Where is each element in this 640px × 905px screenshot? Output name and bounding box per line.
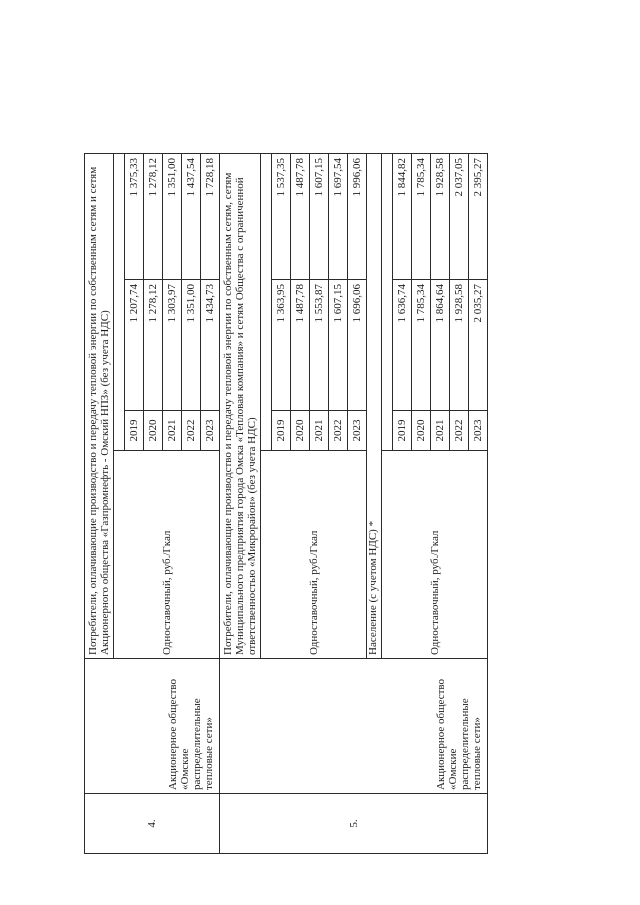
- rate-type: Одноставочный, руб./Гкал: [261, 451, 367, 659]
- tariff-first-half: 1 928,58: [450, 280, 469, 411]
- tariff-second-half: 1 537,35: [272, 153, 291, 279]
- tariff-second-half: 1 437,54: [182, 153, 201, 279]
- tariff-first-half: 1 785,34: [412, 280, 431, 411]
- tariff-first-half: 1 696,06: [348, 280, 367, 411]
- blank-cell: [114, 153, 125, 450]
- section-5-header-row: [220, 153, 261, 853]
- year-cell: 2022: [450, 411, 469, 451]
- tariff-second-half: 1 487,78: [291, 153, 310, 279]
- organization-name: Акционерное общество «Омские распределительные тепловые сети»: [220, 659, 488, 794]
- tariff-second-half: 1 351,00: [163, 153, 182, 279]
- tariff-first-half: 2 035,27: [469, 280, 488, 411]
- tariff-first-half: 1 607,15: [329, 280, 348, 411]
- section-number: 5.: [220, 794, 488, 854]
- tariff-table: [84, 153, 488, 854]
- consumer-group-header: Потребители, оплачивающие производство и передачу тепловой энергии по собственным сетям и сетям Акционерного общества «Газпромнефть - Омский НПЗ» (без учета НДС): [85, 153, 114, 658]
- population-header: Население (с учетом НДС) *: [367, 153, 382, 658]
- tariff-first-half: 1 636,74: [393, 280, 412, 411]
- year-cell: 2019: [125, 411, 144, 451]
- tariff-second-half: 1 375,33: [125, 153, 144, 279]
- year-cell: 2023: [201, 411, 220, 451]
- tariff-first-half: 1 303,97: [163, 280, 182, 411]
- tariff-second-half: 1 728,18: [201, 153, 220, 279]
- consumer-group-header: Потребители, оплачивающие производство и передачу тепловой энергии по собственным сетям, сетям Муниципального предприятия города Омска «Тепловая компания» и сетям Общества с ограниченной ответственностью «Микрорайон» (без учета НДС): [220, 153, 261, 658]
- tariff-second-half: 1 996,06: [348, 153, 367, 279]
- tariff-second-half: 1 928,58: [431, 153, 450, 279]
- organization-name: Акционерное общество «Омские распределительные тепловые сети»: [85, 659, 220, 794]
- year-cell: 2023: [469, 411, 488, 451]
- tariff-second-half: 1 278,12: [144, 153, 163, 279]
- rotated-tariff-page: [84, 154, 484, 854]
- tariff-second-half: 2 395,27: [469, 153, 488, 279]
- year-cell: 2020: [412, 411, 431, 451]
- year-cell: 2019: [393, 411, 412, 451]
- tariff-second-half: 1 844,82: [393, 153, 412, 279]
- year-cell: 2020: [144, 411, 163, 451]
- year-cell: 2022: [329, 411, 348, 451]
- tariff-second-half: 1 697,54: [329, 153, 348, 279]
- tariff-first-half: 1 363,95: [272, 280, 291, 411]
- tariff-first-half: 1 434,73: [201, 280, 220, 411]
- tariff-first-half: 1 553,87: [310, 280, 329, 411]
- tariff-first-half: 1 351,00: [182, 280, 201, 411]
- section-4-header-row: [85, 153, 114, 853]
- year-cell: 2021: [163, 411, 182, 451]
- tariff-first-half: 1 207,74: [125, 280, 144, 411]
- tariff-first-half: 1 487,78: [291, 280, 310, 411]
- tariff-first-half: 1 864,64: [431, 280, 450, 411]
- year-cell: 2020: [291, 411, 310, 451]
- tariff-second-half: 1 607,15: [310, 153, 329, 279]
- year-cell: 2023: [348, 411, 367, 451]
- tariff-second-half: 1 785,34: [412, 153, 431, 279]
- blank-cell: [382, 153, 393, 450]
- tariff-second-half: 2 037,05: [450, 153, 469, 279]
- year-cell: 2022: [182, 411, 201, 451]
- rate-type: Одноставочный, руб./Гкал: [114, 451, 220, 659]
- section-number: 4.: [85, 794, 220, 854]
- blank-cell: [261, 153, 272, 450]
- year-cell: 2021: [310, 411, 329, 451]
- rate-type: Одноставочный, руб./Гкал: [382, 451, 488, 659]
- tariff-first-half: 1 278,12: [144, 280, 163, 411]
- year-cell: 2019: [272, 411, 291, 451]
- year-cell: 2021: [431, 411, 450, 451]
